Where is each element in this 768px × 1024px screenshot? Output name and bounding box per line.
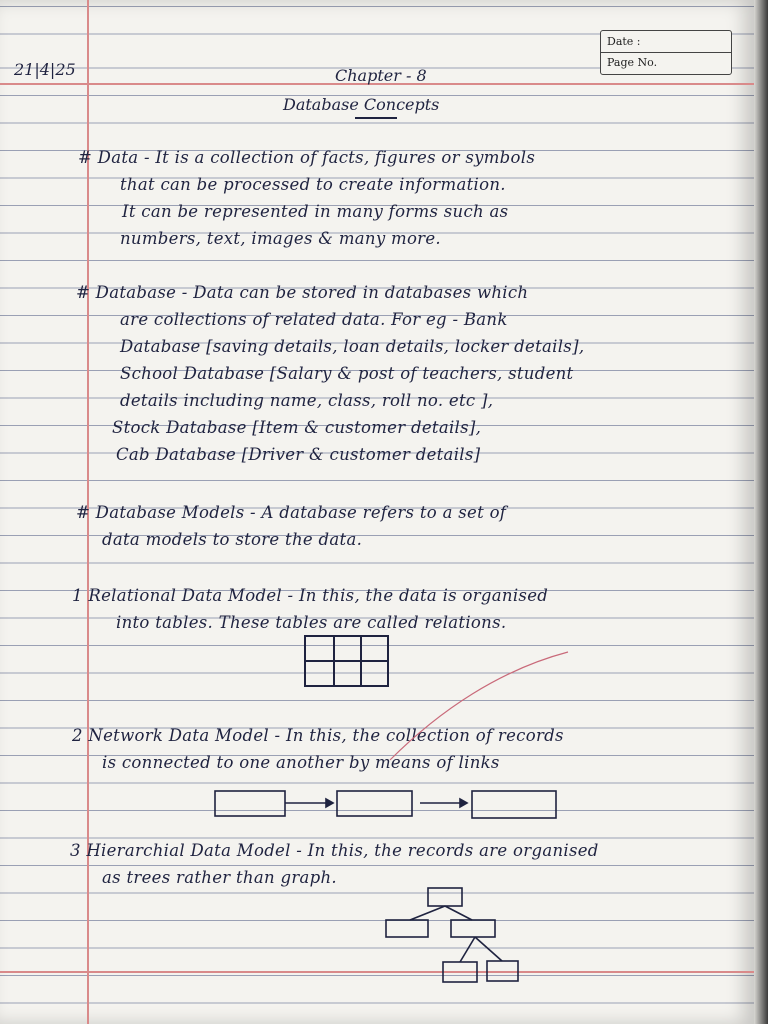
network-line-2: is connected to one another by means of links bbox=[102, 753, 500, 772]
database-line-3: Database [saving details, loan details, locker details], bbox=[120, 337, 585, 356]
date-label: Date : bbox=[607, 35, 641, 48]
database-line-2: are collections of related data. For eg - Bank bbox=[120, 310, 508, 329]
data-line-4: numbers, text, images & many more. bbox=[120, 229, 441, 248]
written-date: 21|4|25 bbox=[14, 60, 76, 79]
network-line-1: 2 Network Data Model - In this, the collection of records bbox=[72, 726, 564, 745]
database-line-1: # Database - Data can be stored in databases which bbox=[76, 283, 529, 302]
network-links-diagram bbox=[215, 791, 556, 818]
chapter-heading: Chapter - 8 bbox=[335, 66, 427, 85]
database-line-7: Cab Database [Driver & customer details] bbox=[116, 445, 481, 464]
data-line-2: that can be processed to create information. bbox=[120, 175, 506, 194]
data-line-3: It can be represented in many forms such as bbox=[122, 202, 509, 221]
models-line-2: data models to store the data. bbox=[102, 530, 363, 549]
page-number-label: Page No. bbox=[607, 56, 658, 69]
hierarchical-tree-diagram bbox=[386, 888, 518, 982]
stray-pen-stroke bbox=[390, 652, 568, 760]
models-line-1: # Database Models - A database refers to a set of bbox=[76, 503, 507, 522]
data-line-1: # Data - It is a collection of facts, figures or symbols bbox=[78, 148, 536, 167]
database-line-5: details including name, class, roll no. etc ], bbox=[120, 391, 494, 410]
relational-table-diagram bbox=[305, 636, 388, 686]
relational-line-1: 1 Relational Data Model - In this, the data is organised bbox=[72, 586, 549, 605]
notebook-edge bbox=[754, 0, 768, 1024]
database-line-6: Stock Database [Item & customer details], bbox=[112, 418, 482, 437]
page-title: Database Concepts bbox=[283, 95, 440, 114]
hierarchical-line-2: as trees rather than graph. bbox=[102, 868, 337, 887]
relational-line-2: into tables. These tables are called relations. bbox=[116, 613, 507, 632]
database-line-4: School Database [Salary & post of teachers, student bbox=[120, 364, 574, 383]
hierarchical-line-1: 3 Hierarchial Data Model - In this, the records are organised bbox=[70, 841, 599, 860]
